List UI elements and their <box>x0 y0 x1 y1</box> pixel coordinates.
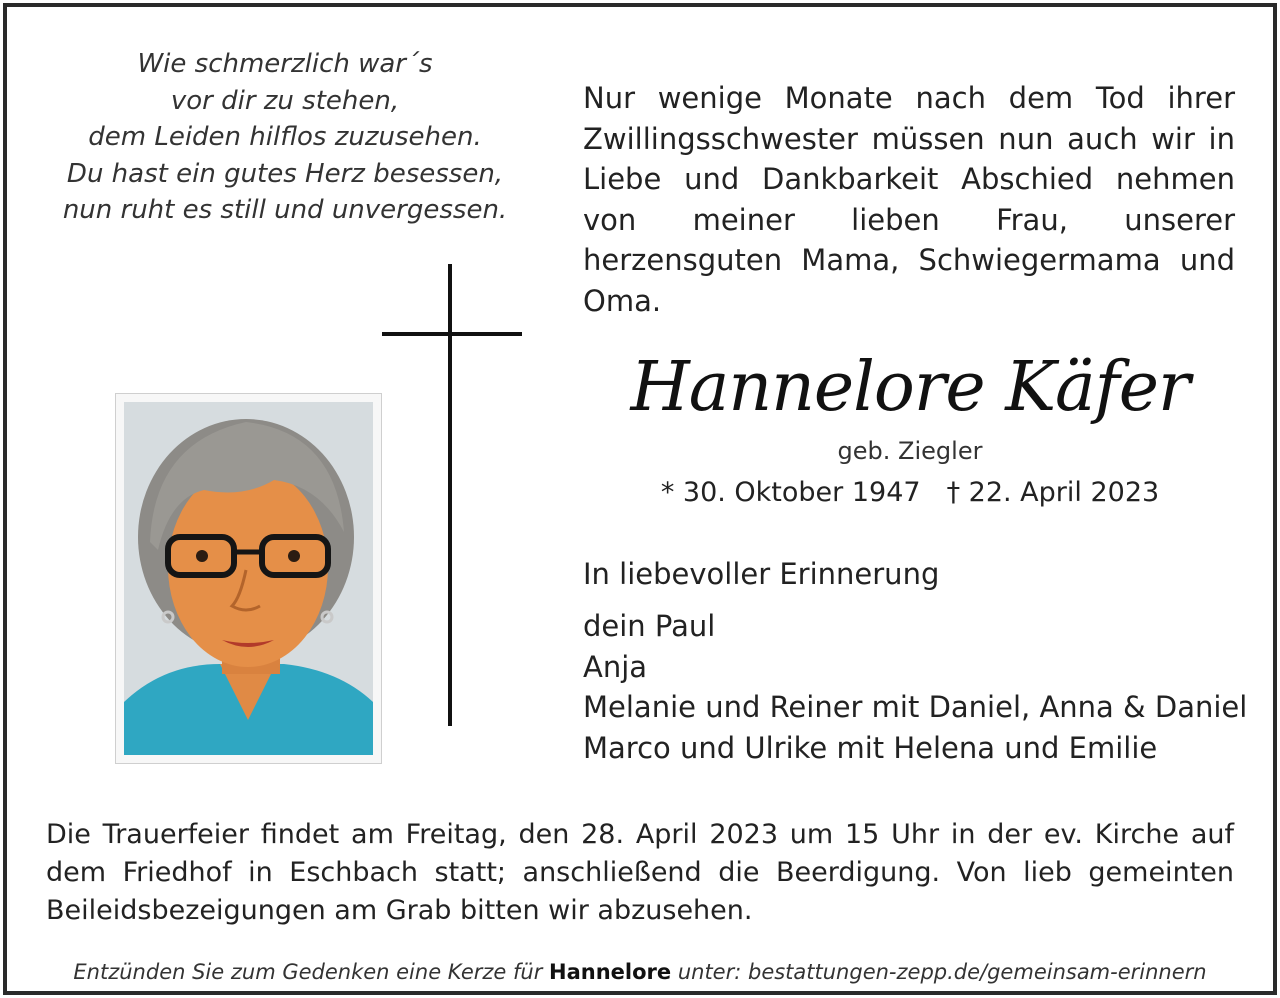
service-notice: Die Trauerfeier findet am Freitag, den 28. April 2023 um 15 Uhr in der ev. Kirche auf dem Friedhof in Eschbach statt; anschließend die Beerdigung. Von lieb gemeinten Beileidsbezeigungen am Grab bitten wir abzusehen. <box>46 819 1234 926</box>
signer: dein Paul <box>583 609 716 643</box>
intro-text: Nur wenige Monate nach dem Tod ihrer Zwillingsschwester müssen nun auch wir in Liebe und Dankbarkeit Abschied nehmen von meiner lieben Frau, unserer herzensguten Mama, Schwiegermama und Oma. <box>583 81 1235 318</box>
footer-name: Hannelore <box>549 960 672 984</box>
poem-line: Wie schmerzlich war´s <box>137 49 433 79</box>
signer: Melanie und Reiner mit Daniel, Anna & Daniel <box>583 690 1248 725</box>
deceased-name: Hannelore Käfer <box>630 348 1190 427</box>
footer-note <box>40 957 1240 987</box>
death-date: † 22. April 2023 <box>946 477 1160 508</box>
poem-line: dem Leiden hilflos zuzusehen. <box>88 122 482 152</box>
footer-suffix: unter: bestattungen-zepp.de/gemeinsam-erinnern <box>677 960 1207 984</box>
portrait-image <box>124 402 373 755</box>
cross-icon-bar <box>382 332 522 336</box>
signers-list <box>583 606 1248 768</box>
portrait-photo <box>124 402 373 755</box>
poem-line: vor dir zu stehen, <box>170 85 400 116</box>
poem-line: Du hast ein gutes Herz besessen, <box>66 158 504 189</box>
birth-date: * 30. Oktober 1947 <box>660 477 921 508</box>
birth-name: geb. Ziegler <box>837 437 983 465</box>
poem-line: nun ruht es still und unvergessen. <box>62 195 508 225</box>
remembrance-heading: In liebevoller Erinnerung <box>583 557 940 591</box>
portrait-photo-frame <box>115 393 382 764</box>
poem <box>40 46 530 229</box>
life-dates <box>585 474 1235 512</box>
footer-prefix: Entzünden Sie zum Gedenken eine Kerze für <box>73 960 543 984</box>
signer: Marco und Ulrike mit Helena und Emilie <box>583 730 1158 765</box>
signer: Anja <box>583 649 648 684</box>
